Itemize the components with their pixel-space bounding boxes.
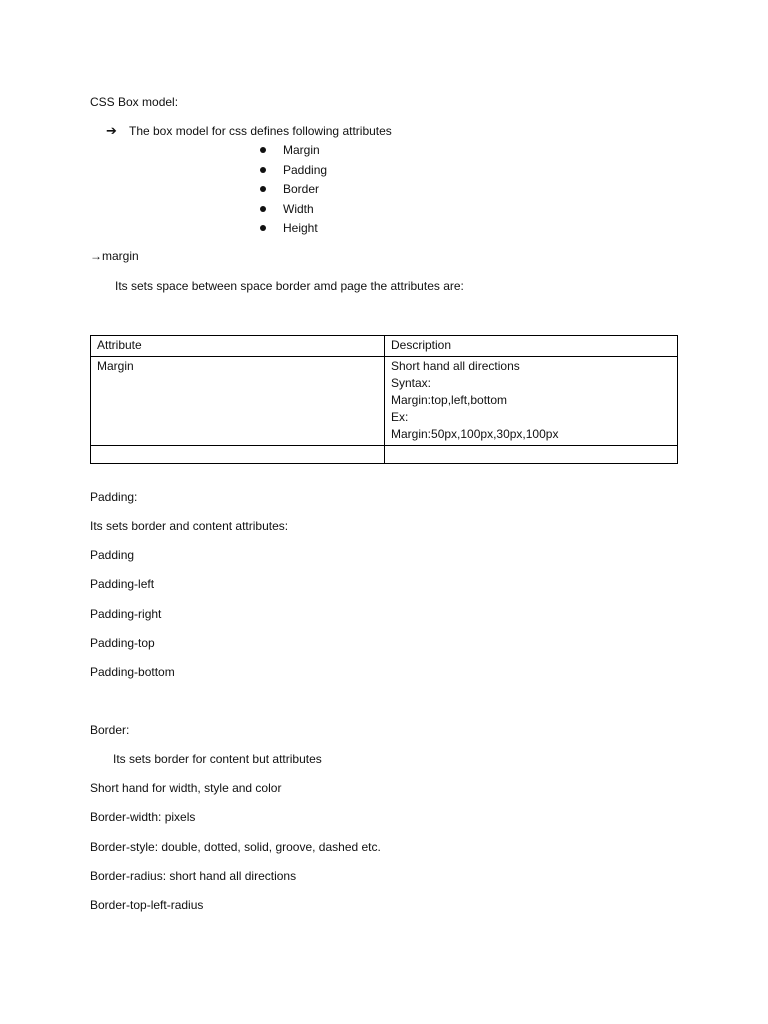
- list-item-label: Padding: [283, 162, 328, 177]
- bullet-dot-icon: [260, 186, 266, 192]
- border-line: Border-width: pixels: [90, 810, 196, 824]
- table-cell-empty: [91, 446, 385, 464]
- padding-line: Padding-top: [90, 636, 155, 650]
- border-line: Border-style: double, dotted, solid, groove, dashed etc.: [90, 840, 381, 854]
- border-line: Short hand for width, style and color: [90, 781, 282, 795]
- description-line: Margin:top,left,bottom: [391, 393, 508, 407]
- bullet-dot-icon: [260, 206, 266, 212]
- table-cell-attribute: Margin: [91, 357, 385, 446]
- table-cell-description: [385, 357, 678, 446]
- padding-line: Padding-bottom: [90, 665, 175, 679]
- margin-description: Its sets space between space border amd page the attributes are:: [115, 279, 464, 293]
- padding-line: Padding-right: [90, 607, 162, 621]
- list-item-label: Width: [283, 201, 314, 216]
- bullet-dot-icon: [260, 167, 266, 173]
- attribute-table: [90, 335, 678, 464]
- table-header-row: [91, 336, 678, 357]
- margin-heading: →margin: [90, 249, 139, 263]
- padding-line: Padding-left: [90, 577, 155, 591]
- table-header-description: Description: [385, 336, 678, 357]
- border-heading: Border:: [90, 723, 130, 737]
- border-line: Border-radius: short hand all directions: [90, 869, 297, 883]
- intro-text: The box model for css defines following attributes: [129, 124, 392, 138]
- description-line: Ex:: [391, 410, 409, 424]
- page-title: CSS Box model:: [90, 95, 179, 109]
- list-item-label: Border: [283, 182, 320, 196]
- bullet-dot-icon: [260, 147, 266, 153]
- padding-line: Padding: [90, 548, 135, 562]
- arrow-bullet-icon: ➔: [106, 123, 117, 138]
- border-description: Its sets border for content but attributes: [113, 752, 322, 766]
- description-line: Margin:50px,100px,30px,100px: [391, 427, 559, 441]
- bullet-dot-icon: [260, 225, 266, 231]
- list-item-label: Margin: [283, 143, 320, 157]
- description-line: Short hand all directions: [391, 359, 520, 373]
- description-line: Syntax:: [391, 376, 432, 390]
- table-row-empty: [91, 446, 678, 464]
- list-item-label: Height: [283, 221, 318, 235]
- table-cell-empty: [385, 446, 678, 464]
- padding-heading: Padding:: [90, 490, 138, 504]
- padding-line: Its sets border and content attributes:: [90, 519, 289, 533]
- border-line: Border-top-left-radius: [90, 898, 204, 912]
- table-header-attribute: Attribute: [91, 336, 385, 357]
- table-row: [91, 357, 678, 446]
